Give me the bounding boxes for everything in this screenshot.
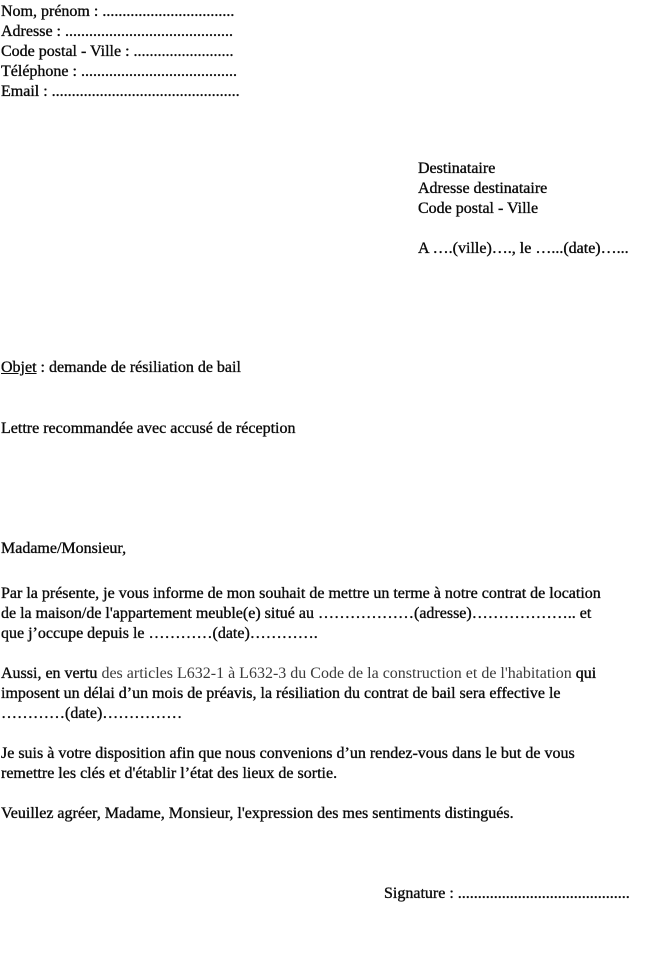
recipient-address: Adresse destinataire — [418, 180, 548, 197]
paragraph-line: de la maison/de l'appartement meuble(e) situé au ………………(adresse)……………….. et — [1, 605, 592, 622]
sender-block — [1, 2, 240, 102]
closing-text: Veuillez agréer, Madame, Monsieur, l'expression des mes sentiments distingués. — [1, 805, 514, 822]
sender-postal-city-field: Code postal - Ville : ......................... — [1, 43, 234, 60]
signature-text: Signature : ........................................... — [384, 885, 630, 902]
sender-email-field: Email : ............................................... — [1, 83, 240, 100]
place-date-line — [418, 239, 629, 259]
recipient-name: Destinataire — [418, 160, 496, 177]
paragraph-line: Je suis à votre disposition afin que nous convenions d’un rendez-vous dans le but de vous — [1, 745, 575, 762]
paragraph-notice — [1, 584, 649, 644]
subject-label: Objet — [1, 359, 37, 376]
paragraph-availability — [1, 744, 649, 784]
legal-continuation-bold: qui — [575, 665, 597, 682]
sender-name-field: Nom, prénom : ................................. — [1, 3, 235, 20]
registered-mail-mention — [1, 419, 295, 439]
paragraph-line: …………(date)…………… — [1, 705, 183, 722]
salutation-text: Madame/Monsieur, — [1, 540, 127, 557]
subject-line — [1, 358, 241, 378]
paragraph-line: Par la présente, je vous informe de mon souhait de mettre un terme à notre contrat de location — [1, 585, 601, 602]
legal-intro-bold: Aussi, en vertu — [1, 665, 98, 682]
legal-articles-reference: des articles L632-1 à L632-3 du Code de la construction et de l'habitation — [97, 665, 576, 682]
paragraph-line: remettre les clés et d'établir l’état des lieux de sortie. — [1, 765, 338, 782]
sender-address-field: Adresse : .......................................... — [1, 23, 233, 40]
paragraph-closing — [1, 804, 649, 824]
registered-mail-text: Lettre recommandée avec accusé de réception — [1, 420, 296, 437]
signature-line — [384, 884, 630, 904]
recipient-block — [418, 159, 547, 219]
paragraph-line: imposent un délai d’un mois de préavis, la résiliation du contrat de bail sera effective le — [1, 685, 561, 702]
sender-phone-field: Téléphone : ....................................... — [1, 63, 237, 80]
paragraph-line: que j’occupe depuis le …………(date)…………. — [1, 625, 318, 642]
recipient-postal-city: Code postal - Ville — [418, 200, 539, 217]
subject-text: : demande de résiliation de bail — [36, 359, 241, 376]
paragraph-legal-basis — [1, 664, 649, 724]
salutation — [1, 539, 126, 559]
place-date-text: A ….(ville)…., le …...(date)…... — [418, 240, 629, 257]
